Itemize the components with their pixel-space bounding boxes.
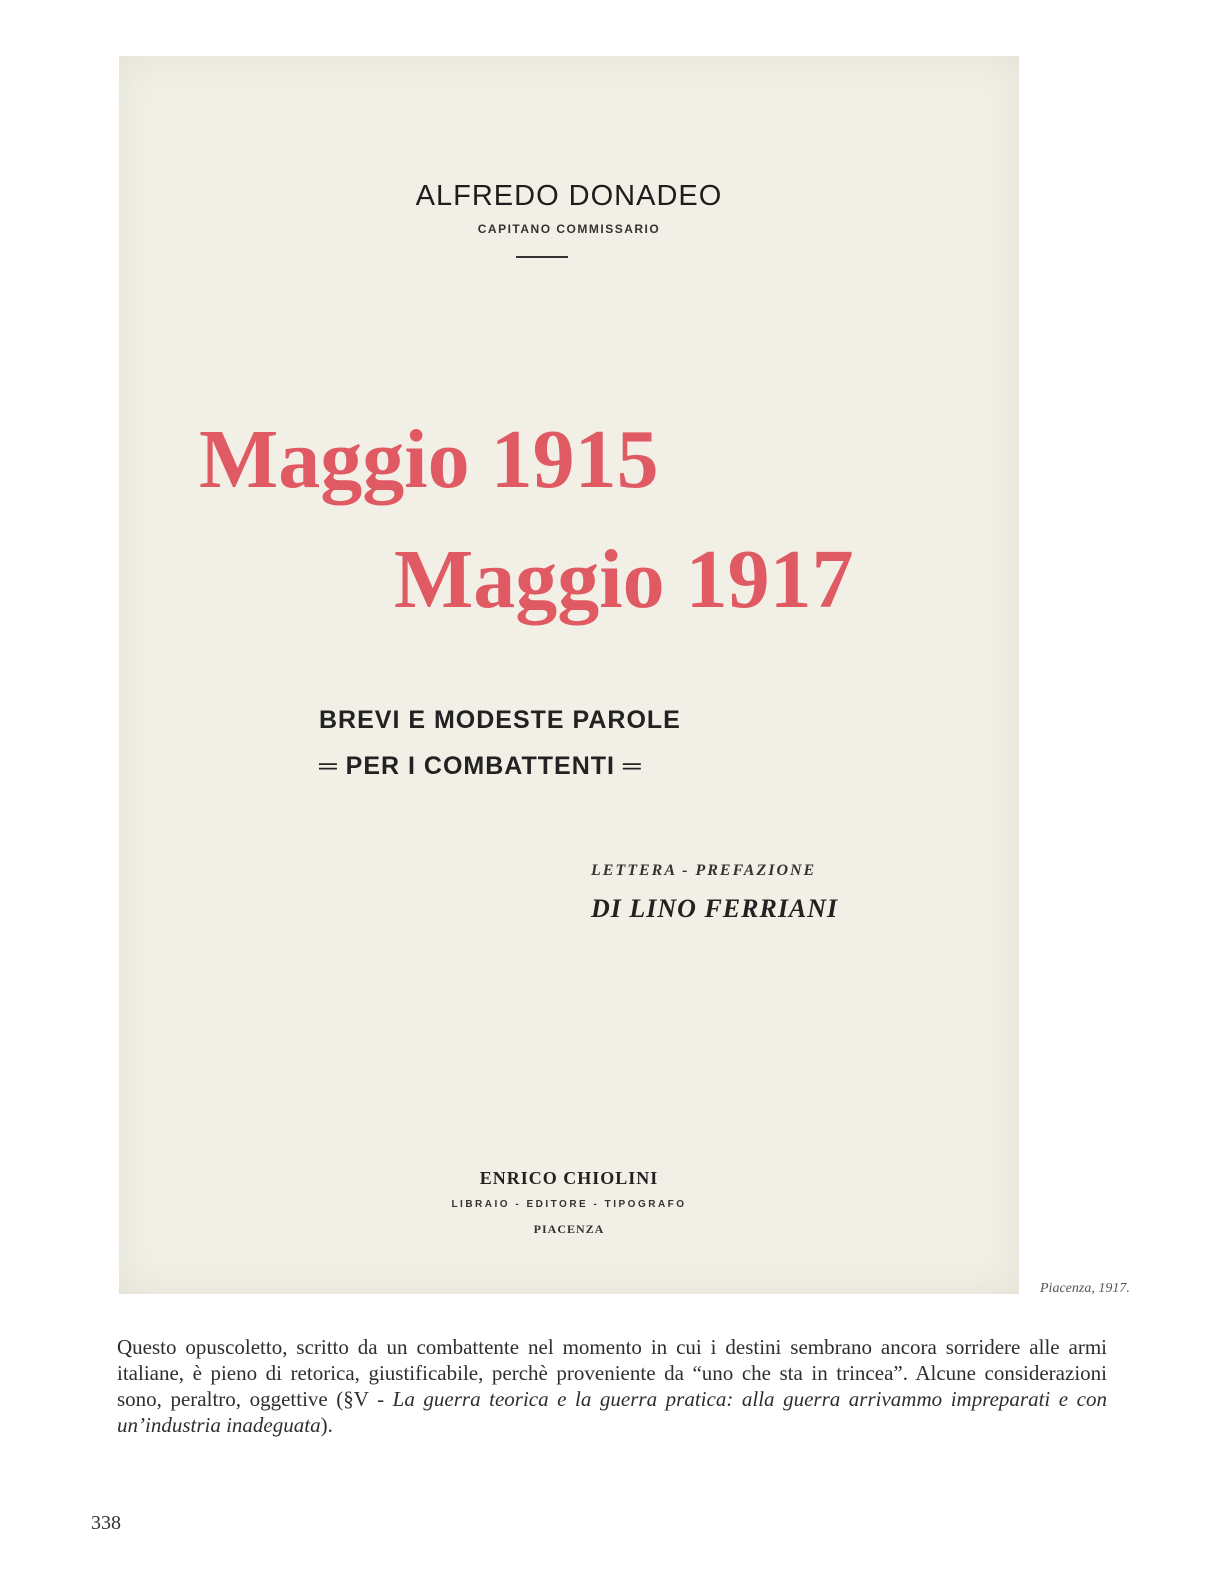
- author-name: ALFREDO DONADEO: [415, 180, 723, 212]
- subtitle-line-1: BREVI E MODESTE PAROLE: [319, 706, 681, 734]
- author-title: CAPITANO COMMISSARIO: [477, 222, 661, 236]
- subtitle-line-2: ═ PER I COMBATTENTI ═: [319, 752, 642, 780]
- preface-author: DI LINO FERRIANI: [591, 894, 839, 923]
- preface-label: LETTERA - PREFAZIONE: [591, 862, 817, 879]
- divider: [516, 256, 568, 258]
- description-tail: ).: [320, 1413, 333, 1437]
- publisher-name: ENRICO CHIOLINI: [479, 1168, 659, 1188]
- book-title-line-2: Maggio 1917: [394, 533, 854, 626]
- description-text: Questo opuscoletto, scritto da un combattente nel momento in cui i destini sembrano ancora sorridere alle armi italiane, è pieno di retorica, giustificabile, perchè proveniente da “uno che sta in trincea”. Alcune considerazioni sono, peraltro, oggettive (§V -: [117, 1335, 1107, 1411]
- page-number: 338: [91, 1512, 121, 1534]
- description-italic: La guerra teorica e la guerra pratica: alla guerra arrivammo impreparati e con un’industria inadeguata: [117, 1387, 1107, 1437]
- image-caption: Piacenza, 1917.: [1040, 1281, 1130, 1296]
- book-cover-image: [119, 56, 1019, 1294]
- description-paragraph: [117, 1334, 1107, 1438]
- book-title-line-1: Maggio 1915: [199, 413, 659, 506]
- publisher-role: LIBRAIO - EDITORE - TIPOGRAFO: [451, 1199, 687, 1210]
- publisher-city: PIACENZA: [533, 1222, 605, 1236]
